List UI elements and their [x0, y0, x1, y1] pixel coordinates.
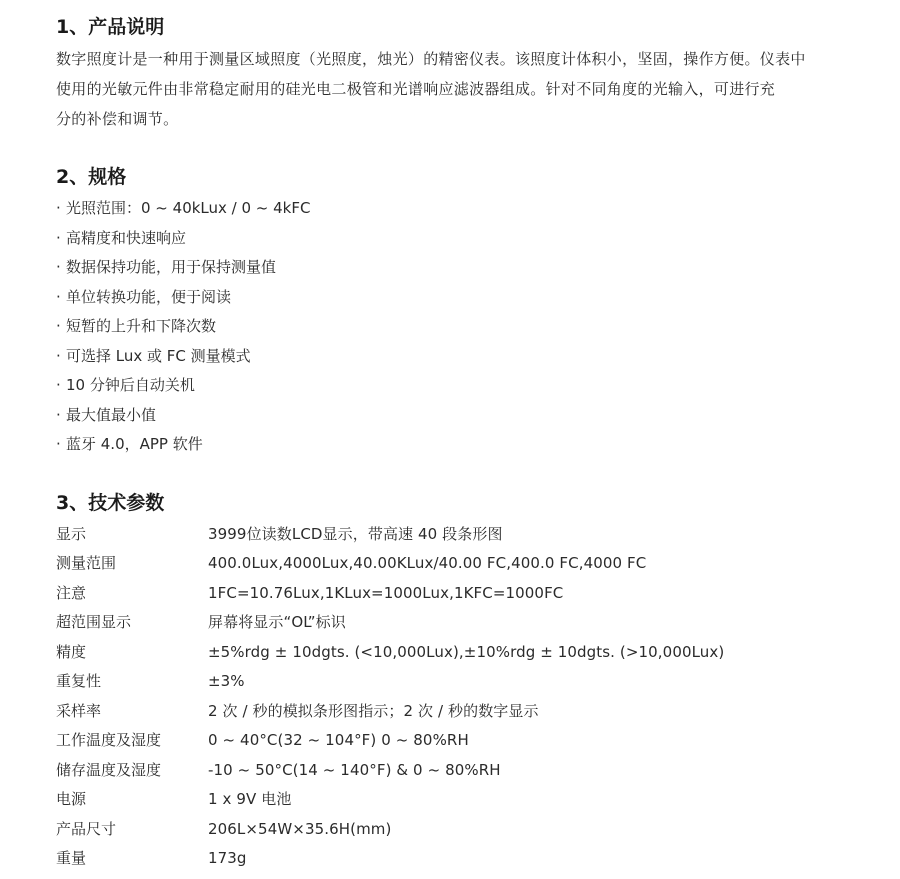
list-item-text: 高精度和快速响应	[66, 228, 187, 247]
param-label: 采样率	[56, 701, 102, 720]
list-item	[56, 224, 844, 254]
list-item-text: 最大值最小值	[66, 405, 157, 424]
description-line: 分的补偿和调节。	[56, 110, 179, 128]
bullet-dot-icon: ·	[56, 376, 61, 394]
param-value: ±3%	[208, 672, 245, 690]
param-value: 2 次 / 秒的模拟条形图指示；2 次 / 秒的数字显示	[208, 701, 539, 720]
param-label: 显示	[56, 524, 87, 543]
table-row	[56, 667, 724, 697]
table-row	[56, 785, 724, 815]
param-value: 屏幕将显示“OL”标识	[208, 613, 346, 631]
list-item-text: 数据保持功能，用于保持测量值	[66, 258, 277, 276]
param-label: 产品尺寸	[56, 819, 117, 838]
list-item	[56, 342, 844, 372]
param-value: 3999位读数LCD显示，带高速 40 段条形图	[208, 524, 503, 543]
bullet-dot-icon: ·	[56, 258, 61, 276]
table-row	[56, 520, 724, 550]
list-item-text: 10 分钟后自动关机	[66, 376, 195, 394]
table-row	[56, 815, 724, 845]
param-label: 电源	[56, 790, 87, 808]
param-label: 重复性	[56, 672, 102, 690]
table-row	[56, 697, 724, 727]
specs-list	[56, 194, 844, 460]
param-label: 重量	[56, 849, 87, 867]
list-item-text: 蓝牙 4.0，APP 软件	[66, 435, 203, 453]
list-item	[56, 312, 844, 342]
bullet-dot-icon: ·	[56, 346, 61, 365]
section-title-specs: 2、规格	[56, 166, 127, 188]
table-row	[56, 756, 724, 786]
list-item	[56, 283, 844, 313]
list-item-text: 可选择 Lux 或 FC 测量模式	[66, 346, 251, 365]
section-title-description: 1、产品说明	[56, 16, 165, 38]
table-row	[56, 549, 724, 579]
list-item	[56, 194, 844, 224]
param-label: 测量范围	[56, 554, 117, 572]
list-item-text: 短暂的上升和下降次数	[66, 317, 217, 335]
bullet-dot-icon: ·	[56, 228, 61, 247]
section-title-parameters: 3、技术参数	[56, 491, 165, 514]
table-row	[56, 579, 724, 609]
param-label: 注意	[56, 583, 87, 602]
param-value: 400.0Lux,4000Lux,40.00KLux/40.00 FC,400.0 FC,4000 FC	[208, 554, 647, 572]
param-value: 1 x 9V 电池	[208, 790, 292, 808]
param-label: 精度	[56, 642, 87, 661]
param-label: 工作温度及湿度	[56, 731, 162, 749]
description-line: 使用的光敏元件由非常稳定耐用的硅光电二极管和光谱响应滤波器组成。针对不同角度的光输入，可进行充	[56, 80, 776, 98]
table-row	[56, 726, 724, 756]
bullet-dot-icon: ·	[56, 199, 61, 217]
param-value: 173g	[208, 849, 247, 867]
list-item-text: 光照范围：0 ~ 40kLux / 0 ~ 4kFC	[66, 199, 311, 217]
bullet-dot-icon: ·	[56, 287, 61, 306]
table-row	[56, 638, 724, 668]
description-paragraph	[56, 44, 844, 134]
table-row	[56, 844, 724, 874]
list-item	[56, 371, 844, 401]
param-label: 储存温度及湿度	[56, 760, 162, 779]
param-label: 超范围显示	[56, 613, 132, 631]
bullet-dot-icon: ·	[56, 435, 61, 453]
param-value: 206L×54W×35.6H(mm)	[208, 819, 392, 838]
param-value: ±5%rdg ± 10dgts. (<10,000Lux),±10%rdg ± 10dgts. (>10,000Lux)	[208, 642, 725, 661]
bullet-dot-icon: ·	[56, 317, 61, 335]
list-item	[56, 401, 844, 431]
table-row	[56, 608, 724, 638]
param-value: 0 ~ 40°C(32 ~ 104°F) 0 ~ 80%RH	[208, 731, 469, 749]
list-item	[56, 253, 844, 283]
list-item	[56, 430, 844, 460]
bullet-dot-icon: ·	[56, 405, 61, 424]
param-value: -10 ~ 50°C(14 ~ 140°F) & 0 ~ 80%RH	[208, 760, 501, 779]
parameters-table	[56, 520, 724, 874]
param-value: 1FC=10.76Lux,1KLux=1000Lux,1KFC=1000FC	[208, 583, 564, 602]
list-item-text: 单位转换功能，便于阅读	[66, 287, 232, 306]
description-line: 数字照度计是一种用于测量区域照度（光照度，烛光）的精密仪表。该照度计体积小，坚固，操作方便。仪表中	[56, 50, 806, 68]
